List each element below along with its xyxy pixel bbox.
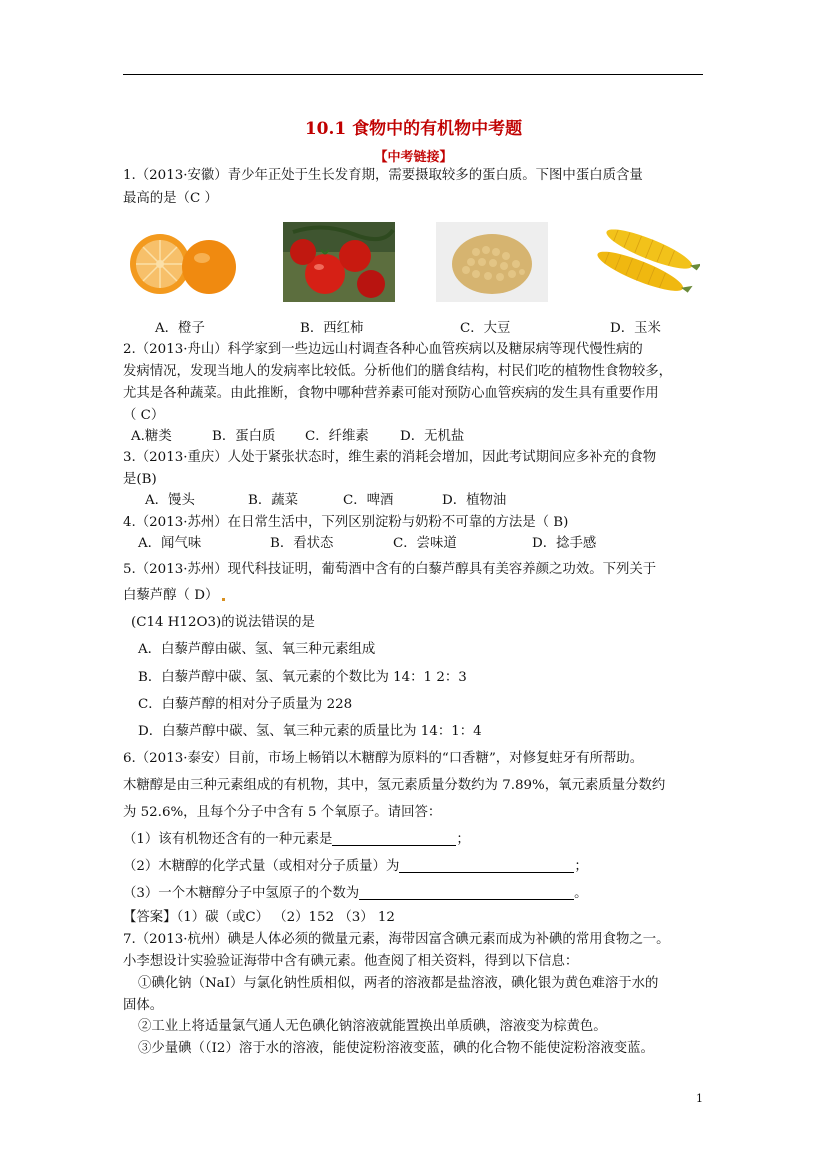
q5-line-1: 5.（2013·苏州）现代科技证明，葡萄酒中含有的白藜芦醇具有美容养颜之功效。下列关于 <box>123 562 657 577</box>
q1-option-b: B．西红柿 <box>300 321 364 336</box>
q5-option-d: D．白藜芦醇中碳、氢、氧三种元素的质量比为 14：1：4 <box>138 724 482 739</box>
q6-sub-2-text: （2）木糖醇的化学式量（或相对分子质量）为 <box>123 859 400 874</box>
q6-sub-3-text: （3）一个木糖醇分子中氢原子的个数为 <box>123 886 360 901</box>
q5-option-a: A．白藜芦醇由碳、氢、氧三种元素组成 <box>138 642 376 657</box>
q2-option-d: D．无机盐 <box>400 429 465 444</box>
q1-line-2: 最高的是（C ） <box>123 191 218 206</box>
q6-line-2: 木糖醇是由三种元素组成的有机物，其中，氢元素质量分数约为 7.89%，氧元素质量分数约 <box>123 778 666 793</box>
section-heading: 【中考链接】 <box>374 150 453 165</box>
q6-blank-2[interactable] <box>399 858 574 873</box>
q1-line-1: 1.（2013·安徽）青少年正处于生长发育期，需要摄取较多的蛋白质。下图中蛋白质含量 <box>123 168 643 183</box>
page-number: 1 <box>696 1092 703 1105</box>
q3-option-c: C．啤酒 <box>343 493 394 508</box>
q5-line-2 <box>123 587 225 605</box>
q4-option-a: A．闻气味 <box>138 536 202 551</box>
q2-option-a: A.糖类 <box>131 429 172 444</box>
q6-sub-3-end: 。 <box>574 886 588 901</box>
q6-sub-1-text: （1）该有机物还含有的一种元素是 <box>123 832 333 847</box>
q3-option-d: D．植物油 <box>442 493 507 508</box>
q6-sub-1-end: ； <box>456 832 470 847</box>
q7-info-3: ③少量碘（（I2）溶于水的溶液，能使淀粉溶液变蓝，碘的化合物不能使淀粉溶液变蓝。 <box>138 1041 654 1056</box>
header-rule <box>123 74 703 75</box>
q4-option-d: D．捻手感 <box>532 536 597 551</box>
q4-option-c: C．尝味道 <box>393 536 457 551</box>
q1-option-a: A．橙子 <box>155 321 205 336</box>
q2-line-1: 2.（2013·舟山）科学家到一些边远山村调查各种心血管疾病以及糖尿病等现代慢性病的 <box>123 342 643 357</box>
q6-line-3: 为 52.6%，且每个分子中含有 5 个氧原子。请回答： <box>123 805 442 820</box>
q6-blank-3[interactable] <box>359 885 574 900</box>
q6-sub-2 <box>123 858 588 876</box>
q4-option-b: B．看状态 <box>270 536 334 551</box>
q6-line-1: 6.（2013·泰安）目前，市场上畅销以木糖醇为原料的“口香糖”，对修复蛀牙有所帮助。 <box>123 751 644 766</box>
q7-info-1b: 固体。 <box>123 998 164 1013</box>
q1-option-c: C．大豆 <box>460 321 511 336</box>
q3-option-b: B．蔬菜 <box>248 493 299 508</box>
q2-option-c: C．纤维素 <box>305 429 369 444</box>
q5-option-b: B．白藜芦醇中碳、氢、氧元素的个数比为 14：1 2：3 <box>138 670 467 685</box>
page-title: 10.1 食物中的有机物中考题 <box>304 119 523 139</box>
stray-mark <box>222 598 225 601</box>
q2-line-3: 尤其是各种蔬菜。由此推断，食物中哪种营养素可能对预防心血管疾病的发生具有重要作用 <box>123 386 659 401</box>
q3-line-2: 是(B) <box>123 472 157 487</box>
q7-line-1: 7.（2013·杭州）碘是人体必须的微量元素，海带因富含碘元素而成为补碘的常用食物之一。 <box>123 932 670 947</box>
q6-blank-1[interactable] <box>332 831 456 846</box>
q3-line-1: 3.（2013·重庆）人处于紧张状态时，维生素的消耗会增加，因此考试期间应多补充的食物 <box>123 450 657 465</box>
q6-answer: 【答案】（1）碳（或C） （2）152 （3） 12 <box>123 910 395 925</box>
q2-line-4: （ C） <box>123 408 165 423</box>
corn-photo <box>588 222 700 302</box>
q6-sub-1 <box>123 831 470 849</box>
q7-info-2: ②工业上将适量氯气通人无色碘化钠溶液就能置换出单质碘，溶液变为棕黄色。 <box>138 1019 607 1034</box>
q1-option-d: D．玉米 <box>610 321 661 336</box>
tomato-photo <box>283 222 395 302</box>
q2-option-b: B．蛋白质 <box>212 429 276 444</box>
q2-line-2: 发病情况，发现当地人的发病率比较低。分析他们的膳食结构，村民们吃的植物性食物较多， <box>123 364 673 379</box>
q5-option-c: C．白藜芦醇的相对分子质量为 228 <box>138 697 353 712</box>
q5-formula-line: (C14 H12O3)的说法错误的是 <box>131 615 315 630</box>
q4-line-1: 4.（2013·苏州）在日常生活中，下列区别淀粉与奶粉不可靠的方法是（ B) <box>123 515 569 530</box>
q6-sub-3 <box>123 885 588 903</box>
q3-option-a: A．馒头 <box>145 493 195 508</box>
soybean-photo <box>436 222 548 302</box>
q5-line-2-text: 白藜芦醇（ D） <box>123 588 219 603</box>
q6-sub-2-end: ； <box>574 859 588 874</box>
orange-photo <box>125 222 238 302</box>
q7-line-2: 小李想设计实验验证海带中含有碘元素。他查阅了相关资料，得到以下信息： <box>123 954 579 969</box>
q7-info-1a: ①碘化钠（NaI）与氯化钠性质相似，两者的溶液都是盐溶液，碘化银为黄色难溶于水的 <box>138 976 659 991</box>
